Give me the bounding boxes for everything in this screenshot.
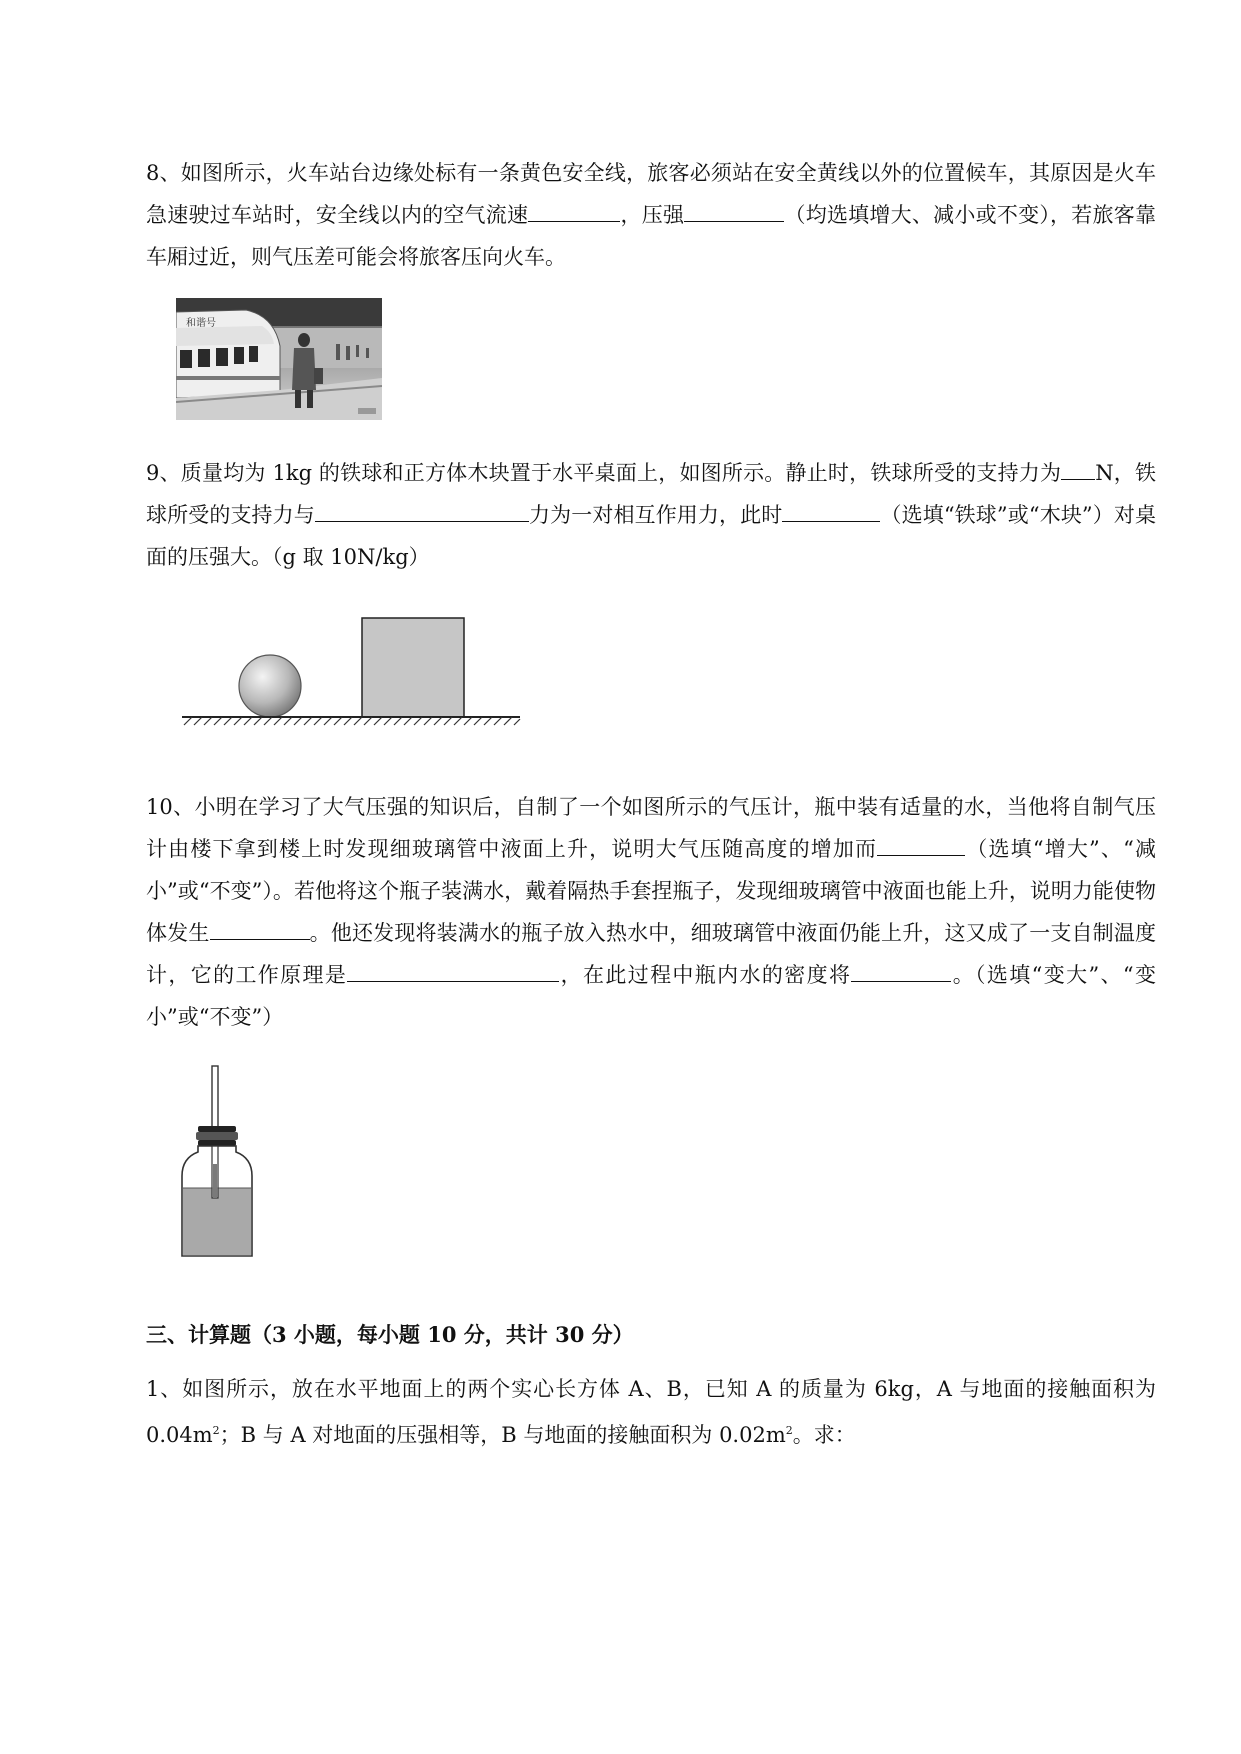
q10-blank-3[interactable]	[347, 959, 559, 982]
question-8-text: 8、如图所示，火车站台边缘处标有一条黄色安全线，旅客必须站在安全黄线以外的位置候车，其原因是火车急速驶过车站时，安全线以内的空气流速 ，压强 （均选填增大、减小或不变），若旅客靠车厢过近，则气压差可能会将旅客压向火车。	[146, 161, 1157, 269]
q8-blank-1[interactable]	[528, 199, 620, 222]
bottle-cap-top	[198, 1126, 236, 1132]
question-10-text: 10、小明在学习了大气压强的知识后，自制了一个如图所示的气压计，瓶中装有适量的水，当他将自制气压计由楼下拿到楼上时发现细玻璃管中液面上升，说明大气压随高度的增加而 （选填“增大”、“减小”或“不变”）。若他将这个瓶子装满水，戴着隔热手套捏瓶子，发现细玻璃管中液面也能上升，说明力能使物体发生 。他还发现将装满水的瓶子放入热水中，细玻璃管中液面仍能上升，这又成了一支自制温度计，它的工作原理是 ，在此过程中瓶内水的密度将 。（选填“变大”、“变小”或“不变”）	[146, 795, 1157, 1029]
q9-blank-1[interactable]	[1061, 457, 1095, 480]
iron-ball	[239, 655, 301, 717]
table-hatching	[184, 717, 520, 725]
calc-question-1-text: 1、如图所示，放在水平地面上的两个实心长方体 A、B，已知 A 的质量为 6kg，A 与地面的接触面积为 $0.04m^2$；B 与 A 对地面的压强相等，B 与地面的接触面积为 $0.02m^2$。求：	[146, 1377, 1156, 1447]
homemade-barometer-figure	[176, 1064, 266, 1260]
ball-and-block-figure	[180, 606, 530, 736]
train-platform-photo	[176, 298, 382, 420]
q9-blank-2[interactable]	[315, 499, 529, 522]
q9-blank-3[interactable]	[782, 499, 880, 522]
q10-blank-2[interactable]	[210, 917, 310, 940]
train-sign-text: 和谐号	[186, 318, 216, 329]
section-3-title: 三、计算题（3 小题，每小题 10 分，共计 30 分）	[146, 1322, 634, 1347]
q8-blank-2[interactable]	[684, 199, 784, 222]
wooden-block	[362, 618, 464, 717]
q10-blank-1[interactable]	[877, 833, 965, 856]
question-9-text: 9、质量均为 1kg 的铁球和正方体木块置于水平桌面上，如图所示。静止时，铁球所受的支持力为 N，铁球所受的支持力与 力为一对相互作用力，此时 （选填“铁球”或“木块”）对桌面的压强大。（g 取 10N/kg）	[146, 452, 1156, 578]
q10-blank-4[interactable]	[851, 959, 951, 982]
